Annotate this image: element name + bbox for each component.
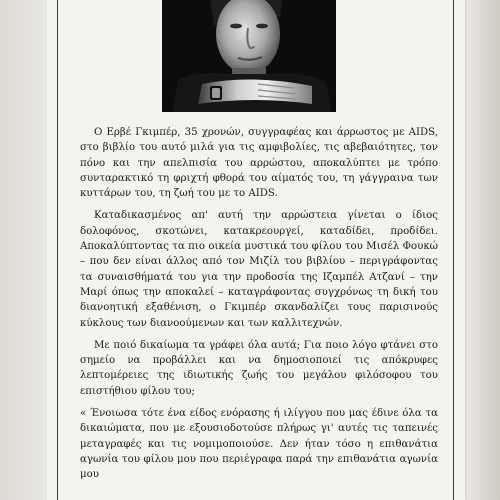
- blurb-paragraph-4: « Ένοιωσα τότε ένα είδος ενόρασης ή ιλίγγου που μας έδινε όλα τα δικαιώματα, που με εξουσιοδοτούσε πλήρως γι' αυτές τις ταπεινές μεταγραφές και τις νομιμοποιούσε. Δεν ήταν τόσο η επιθανάτια αγωνία του φίλου μου που περιέγραφα παρά την επιθανάτια αγωνία μου: [80, 408, 438, 481]
- author-photo: [162, 0, 336, 112]
- blurb-paragraph-1: Ο Ερβέ Γκιμπέρ, 35 χρονών, συγγραφέας και άρρωστος με AIDS, στο βιβλίο του αυτό μιλά για τις αμφιβολίες, τις αβεβαιότητες, τον πόνο και την απελπισία του αρρώστου, αποκαλύπτει με τρόπο συνταρακτικό τη φριχτή φθορά του αίματός του, τη γάγγραινα των κυττάρων του, τη ζωή του με το AIDS.: [80, 127, 438, 200]
- blurb-paragraph-2: Καταδικασμένος απ' αυτή την αρρώστεια γίνεται ο ίδιος δολοφόνος, σκοτώνει, κατακρεουργεί, καταδίδει, προδίδει. Αποκαλύπτοντας τα πιο οικεία μυστικά του φίλου του Μισέλ Φουκώ – που δεν είναι άλλος από τον Μιζίλ του βιβλίου – περιγράφοντας τα συναισθήματά του για την προδοσία της Ιζαμπέλ Ατζανί – την Μαρί όπως την αποκαλεί – καταγράφοντας συγχρόνως τη δική του διανοητική εξαθένιση, ο Γκιμπέρ σκανδαλίζει τους παρισινούς κύκλους των διανοούμενων και των καλλιτεχνών.: [80, 210, 438, 329]
- blurb-text: [80, 125, 438, 490]
- blurb-paragraph-3: Με ποιό δικαίωμα τα γράφει όλα αυτά; Για ποιο λόγο φτάνει στο σημείο να προβάλλει και να δημοσιοποιεί τις απόκρυφες λεπτομέρειες της ιδιωτικής ζωής του μεγάλου φιλόσοφου του επιστήθιου φίλου του;: [80, 339, 438, 397]
- page-edge-shadow: [470, 0, 500, 500]
